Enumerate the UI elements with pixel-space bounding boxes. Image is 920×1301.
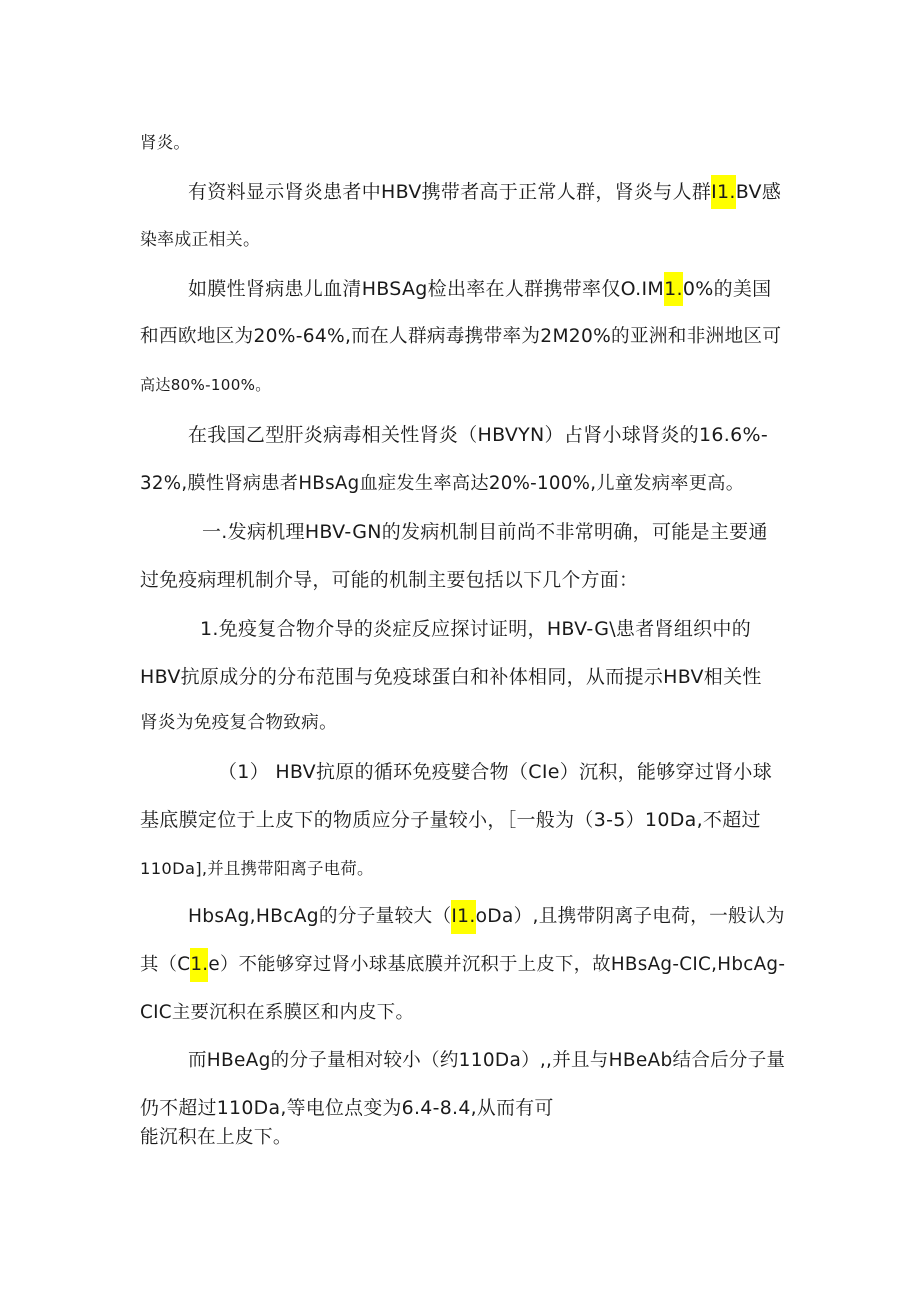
paragraph-2-line-2 [140,227,260,251]
text-segment: CIC主要沉积在系膜区和内皮下。 [140,1002,415,1023]
paragraph-5-line-1 [202,520,768,544]
text-segment: 一.发病机理HBV-GN的发病机制目前尚不非常明确，可能是主要通 [202,521,768,543]
paragraph-8-line-2 [140,953,785,982]
paragraph-8-line-3 [140,1001,414,1025]
text-segment: 和西欧地区为20%-64%,而在人群病毒携带率为2M20%的亚洲和非洲地区可 [140,326,782,347]
text-segment: 而HBeAg的分子量相对较小（约110Da）,,并且与HBeAb结合后分子量 [188,1050,786,1071]
text-segment: e）不能够穿过肾小球基底膜并沉积于上皮下，故HBsAg-CIC,HbcAg- [208,954,786,975]
text-segment: 如膜性肾病患儿血清HBSAg检出率在人群携带率仅O.IM [188,278,665,300]
paragraph-9-line-1 [188,1049,785,1073]
paragraph-7-line-1 [218,760,772,784]
text-segment: 1.免疫复合物介导的炎症反应探讨证明，HBV-G\患者肾组织中的 [200,618,752,640]
paragraph-3-line-2 [140,325,781,349]
paragraph-8-line-1 [188,905,785,934]
text-segment: 过免疫病理机制介导，可能的机制主要包括以下几个方面： [140,569,639,591]
paragraph-7-line-2 [140,808,761,832]
text-segment: HBV抗原成分的分布范围与免疫球蛋白和补体相同，从而提示HBV相关性 [140,666,762,688]
text-segment: （1） HBV抗原的循环免疫嬖合物（CIe）沉积，能够穿过肾小球 [218,761,773,783]
paragraph-4-line-2 [140,472,744,496]
highlighted-text: 1. [664,272,683,306]
paragraph-6-line-2 [140,665,762,689]
text-segment: 有资料显示肾炎患者中HBV携带者高于正常人群，肾炎与人群 [188,181,712,203]
text-segment: oDa）,且携带阴离子电荷，一般认为 [475,906,785,927]
paragraph-3-line-1 [188,277,771,306]
text-segment: 基底膜定位于上皮下的物质应分子量较小，［一般为（3-5）10Da,不超过 [140,809,761,831]
text-segment: 肾炎。 [140,133,191,152]
text-segment: 0%的美国 [682,278,772,300]
paragraph-9-line-2 [140,1096,554,1120]
paragraph-9-line-3 [140,1126,292,1150]
text-segment: 110Da],并且携带阳离子电荷。 [140,859,374,878]
text-segment: 32%,膜性肾病患者HBsAg血症发生率高达20%-100%,儿童发病率更高。 [140,473,745,494]
text-segment: 仍不超过110Da,等电位点变为6.4-8.4,从而有可 [140,1097,554,1119]
highlighted-text: 1. [190,948,208,982]
text-segment: 肾炎为免疫复合物致病。 [140,713,338,733]
paragraph-4-line-1 [188,423,768,447]
text-segment: 在我国乙型肝炎病毒相关性肾炎（HBVYN）占肾小球肾炎的16.6%- [188,424,768,446]
highlighted-text: I1. [451,900,475,934]
text-segment: 高达80%-100%。 [140,376,271,394]
text-segment: 能沉积在上皮下。 [140,1127,292,1148]
paragraph-5-line-2 [140,568,638,592]
paragraph-7-line-3 [140,857,374,881]
paragraph-1-line-1 [140,131,190,155]
text-segment: 染率成正相关。 [140,229,261,249]
text-segment: BV感 [735,181,782,203]
text-segment: HbsAg,HBcAg的分子量较大（ [188,906,452,927]
paragraph-6-line-3 [140,711,337,735]
text-segment: 其（C [140,954,191,975]
paragraph-6-line-1 [200,617,751,641]
paragraph-3-line-3 [140,373,271,397]
highlighted-text: I1. [711,175,736,209]
paragraph-2-line-1 [188,180,781,209]
